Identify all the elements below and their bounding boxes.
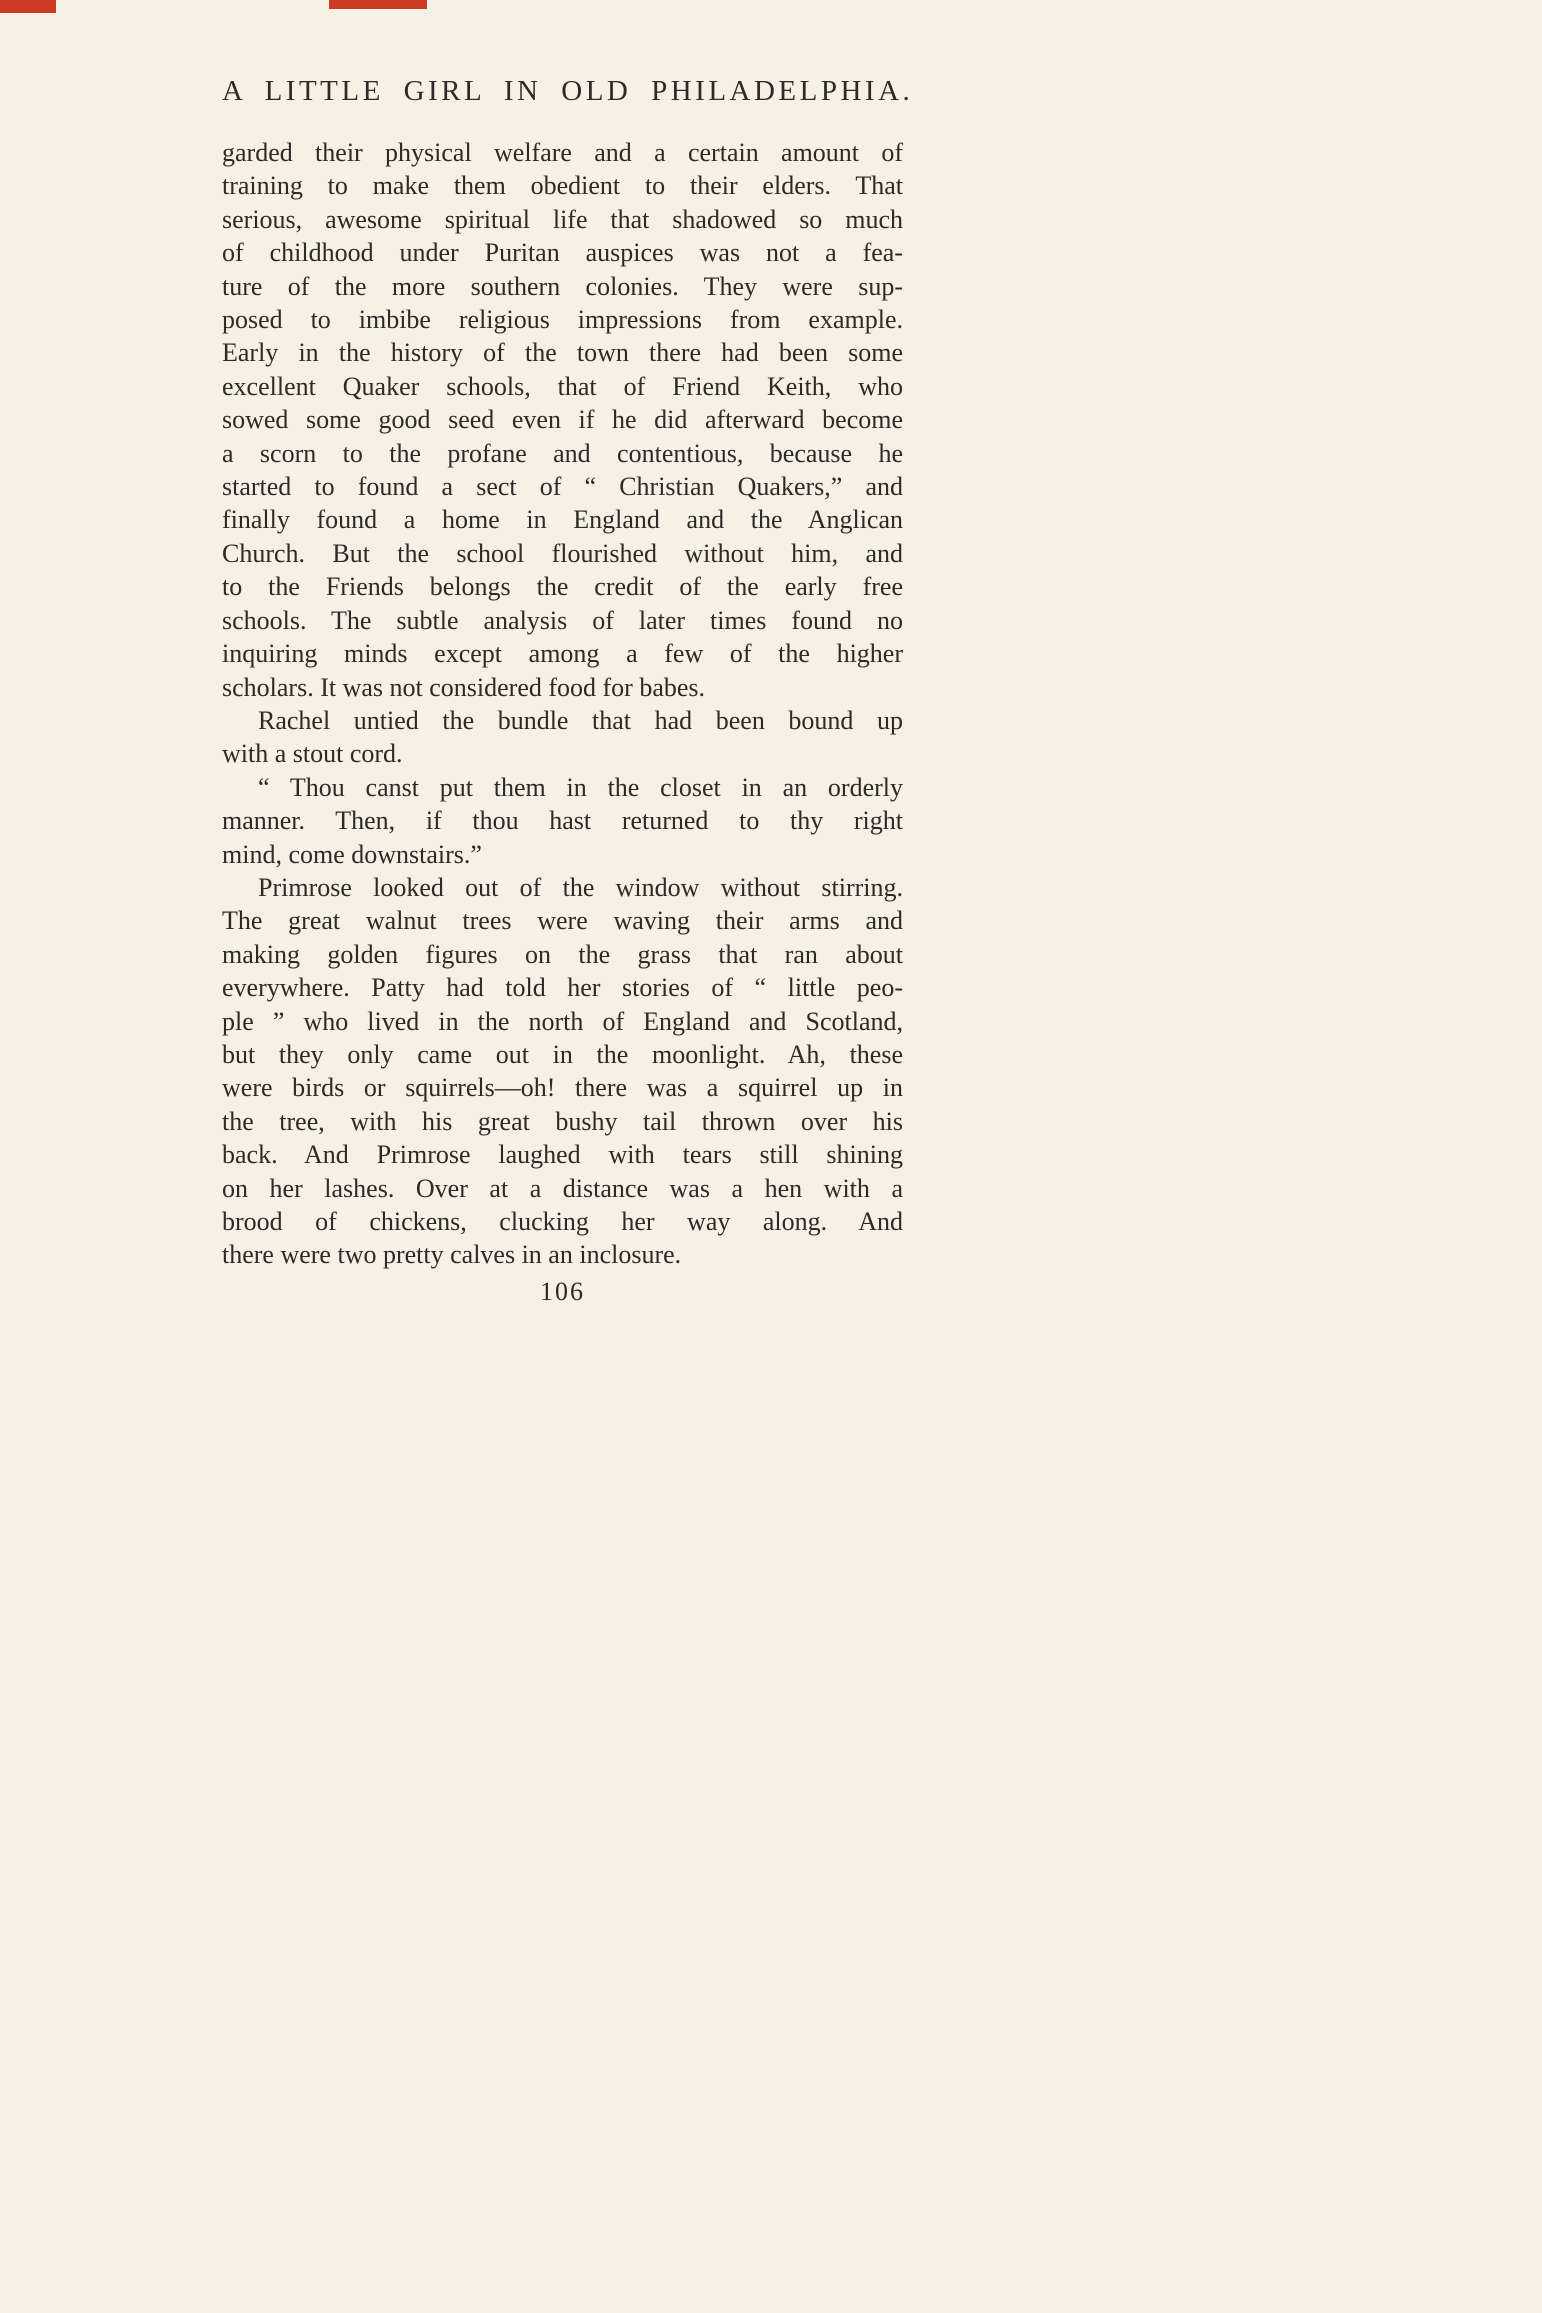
text-line: “ Thou canst put them in the closet in an orderly <box>258 772 903 802</box>
text-line: a scorn to the profane and contentious, because he <box>222 438 903 468</box>
page-number: 106 <box>540 1276 585 1306</box>
text-line: Church. But the school flourished without him, and <box>222 538 903 568</box>
text-line: training to make them obedient to their elders. That <box>222 171 903 201</box>
text-line: everywhere. Patty had told her stories of “ little peo- <box>222 973 903 1003</box>
text-line: mind, come downstairs.” <box>222 839 482 869</box>
text-line: The great walnut trees were waving their arms and <box>222 906 903 936</box>
text-line: excellent Quaker schools, that of Friend Keith, who <box>222 371 903 401</box>
text-line: scholars. It was not considered food for babes. <box>222 672 706 702</box>
text-line: ple ” who lived in the north of England and Scotland, <box>222 1006 903 1036</box>
text-line: on her lashes. Over at a distance was a hen with a <box>222 1173 903 1203</box>
red-ink-mark-middle <box>329 0 427 9</box>
text-line: posed to imbibe religious impressions from example. <box>222 305 903 335</box>
text-line: inquiring minds except among a few of the higher <box>222 639 903 669</box>
text-line: serious, awesome spiritual life that shadowed so much <box>222 204 903 234</box>
text-line: Primrose looked out of the window without stirring. <box>258 872 903 902</box>
running-head: A LITTLE GIRL IN OLD PHILADELPHIA. <box>222 75 914 107</box>
text-line: there were two pretty calves in an inclosure. <box>222 1240 682 1270</box>
text-line: making golden figures on the grass that ran about <box>222 939 903 969</box>
text-line: were birds or squirrels—oh! there was a squirrel up in <box>222 1073 903 1103</box>
text-line: back. And Primrose laughed with tears still shining <box>222 1140 903 1170</box>
text-line: manner. Then, if thou hast returned to thy right <box>222 806 903 836</box>
text-line: Rachel untied the bundle that had been bound up <box>258 705 903 735</box>
text-line: finally found a home in England and the Anglican <box>222 505 903 535</box>
text-line: the tree, with his great bushy tail thrown over his <box>222 1106 903 1136</box>
text-line: brood of chickens, clucking her way along. And <box>222 1207 903 1236</box>
text-line: with a stout cord. <box>222 739 403 769</box>
text-line: started to found a sect of “ Christian Quakers,” and <box>222 472 903 502</box>
text-line: garded their physical welfare and a certain amount of <box>222 138 903 167</box>
text-block <box>222 74 914 1307</box>
text-line: ture of the more southern colonies. They were sup- <box>222 271 903 301</box>
body-text <box>222 136 903 1272</box>
text-line: to the Friends belongs the credit of the early free <box>222 572 903 602</box>
red-ink-mark-left <box>0 0 56 13</box>
text-line: of childhood under Puritan auspices was not a fea- <box>222 238 903 268</box>
text-line: sowed some good seed even if he did afterward become <box>222 405 903 435</box>
text-line: schools. The subtle analysis of later times found no <box>222 605 903 635</box>
text-line: Early in the history of the town there had been some <box>222 338 903 368</box>
text-line: but they only came out in the moonlight. Ah, these <box>222 1039 903 1069</box>
